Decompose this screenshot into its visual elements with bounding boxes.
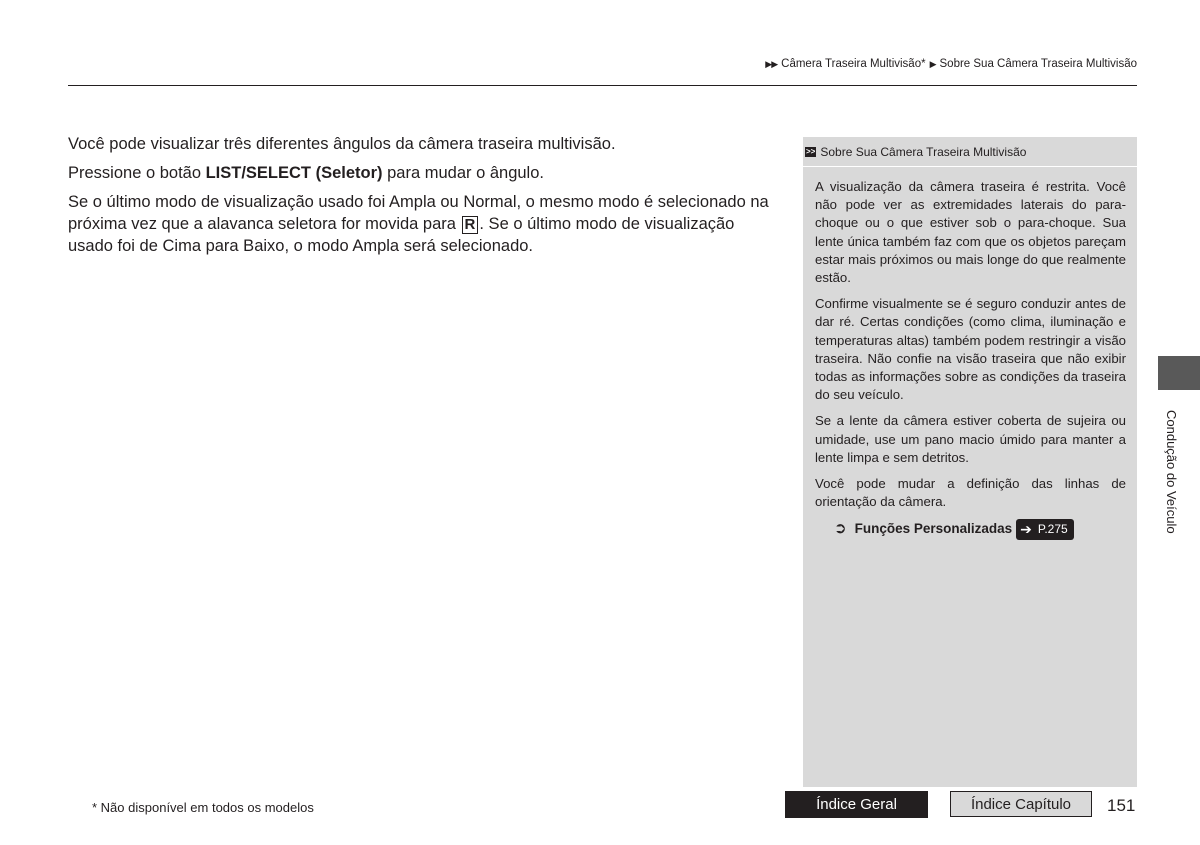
general-index-button[interactable]: Índice Geral (785, 791, 928, 818)
breadcrumb-item-camera[interactable]: Câmera Traseira Multivisão* (781, 58, 926, 70)
sidebar-title: Sobre Sua Câmera Traseira Multivisão (820, 144, 1027, 159)
reverse-gear-icon: R (462, 216, 479, 234)
paragraph-button: Pressione o botão LIST/SELECT (Seletor) para mudar o ângulo. (68, 164, 544, 182)
list-select-label: LIST/SELECT (Seletor) (205, 164, 383, 182)
xref-label: Funções Personalizadas (854, 521, 1013, 537)
chapter-index-button[interactable]: Índice Capítulo (950, 791, 1092, 817)
cross-reference[interactable] (834, 519, 1126, 539)
paragraph-last-mode: Se o último modo de visualização usado foi Ampla ou Normal, o mesmo modo é selecionado na próxima vez que a alavanca seletora for movida para R . Se o último modo de visualização usado foi de Cima para Baixo, o modo Ampla será selecionado. (68, 193, 769, 255)
circle-arrow-icon: ➲ (834, 520, 847, 538)
chapter-side-label: Condução do Veículo (1164, 410, 1179, 534)
footnote: * Não disponível em todos os modelos (92, 800, 314, 815)
breadcrumb-item-about[interactable]: Sobre Sua Câmera Traseira Multivisão (939, 58, 1137, 70)
info-sidebar (803, 137, 1137, 787)
sidebar-paragraph: Confirme visualmente se é seguro conduzir antes de dar ré. Certas condições (como clima, iluminação e temperaturas altas) também podem restringir a visão traseira. Não confie na visão traseira que não exibir todas as informações sobre as condições da traseira do seu veículo. (815, 296, 1126, 403)
double-triangle-icon: ▶▶ (765, 59, 778, 69)
breadcrumb (765, 58, 1137, 70)
page-link-button[interactable] (1016, 519, 1074, 539)
sidebar-paragraph: Se a lente da câmera estiver coberta de sujeira ou umidade, use um pano macio úmido para manter a lente limpa e sem detritos. (815, 413, 1126, 465)
arrow-right-icon: ➔ (1020, 521, 1032, 538)
sidebar-header (803, 137, 1137, 167)
paragraph-angles: Você pode visualizar três diferentes ângulos da câmera traseira multivisão. (68, 135, 616, 153)
sidebar-body (803, 167, 1137, 540)
sidebar-paragraph: Você pode mudar a definição das linhas de orientação da câmera. (815, 476, 1126, 510)
header-divider (68, 85, 1137, 86)
triangle-icon: ▶ (929, 59, 937, 69)
page-number: 151 (1107, 796, 1136, 815)
sidebar-paragraph: A visualização da câmera traseira é restrita. Você não pode ver as extremidades laterais do para-choque ou o que estiver sob o para-choque. Sua lente única também faz com que os objetos pareçam estar mais próximos ou mais longe do que realmente estão. (815, 179, 1126, 286)
chapter-tab[interactable] (1158, 356, 1200, 390)
double-chevron-icon: >> (806, 146, 816, 156)
main-content (68, 133, 780, 264)
page-link-label: P.275 (1037, 522, 1068, 537)
